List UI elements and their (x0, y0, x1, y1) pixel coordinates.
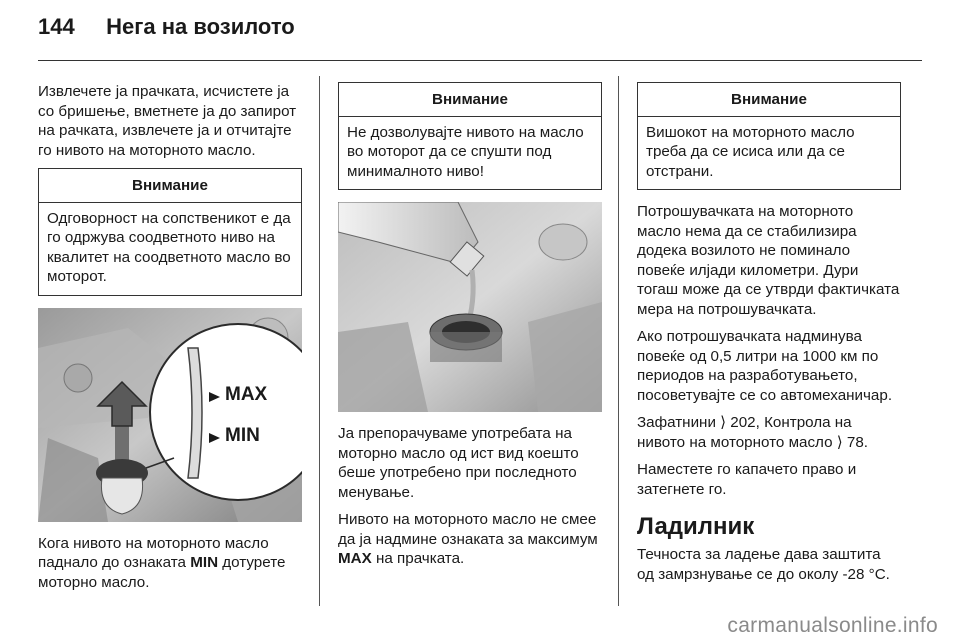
min-mark: MIN (190, 554, 219, 571)
watermark: carmanualsonline.info (727, 614, 938, 637)
page-number: 144 (38, 14, 75, 39)
paragraph: Течноста за ладење дава заштита од замрзнување се до околу -28 °C. (637, 546, 890, 583)
column-divider-1 (319, 76, 320, 606)
page-title: Нега на возилото (106, 14, 295, 39)
max-mark: MAX (338, 550, 372, 567)
column-3 (637, 82, 901, 592)
oil-filling-illustration (338, 202, 602, 412)
max-label: MAX (225, 383, 268, 405)
header-rule (38, 60, 922, 61)
page-header (38, 14, 295, 40)
notice-title: Внимание (339, 83, 601, 117)
min-label: MIN (225, 424, 260, 446)
notice-box (637, 82, 901, 190)
notice-title: Внимание (638, 83, 900, 117)
notice-box (38, 168, 302, 296)
paragraph: Извлечете ја прачката, исчистете ја со бришење, вметнете ја до запирот на рачката, извлечете ја и отчитајте го нивото на моторното масло. (38, 83, 297, 159)
column-2 (338, 82, 602, 577)
notice-body: Одговорност на сопственикот е да го одржува соодветното ниво на квалитет на соодветното масло во моторот. (47, 209, 291, 285)
paragraph: Наместете го капачето право и затегнете го. (637, 461, 857, 498)
notice-title: Внимание (39, 169, 301, 203)
paragraph: Ако потрошувачката надминува повеќе од 0,5 литри на 1000 км по периодов на разработувањето, посоветувајте се со автомеханичар. (637, 328, 893, 404)
paragraph: Потрошувачката на моторното масло нема да се стабилизира додека возилото не поминало повеќе илјади километри. Дури тогаш може да се утврди фактичката мера на потрошувачката. (637, 203, 900, 318)
oil-filling-figure (338, 202, 602, 412)
column-1 (38, 82, 302, 600)
dipstick-figure (38, 308, 302, 522)
paragraph: Нивото на моторното масло не смее да ја надмине ознаката за максимум MAX на прачката. (338, 511, 598, 567)
cross-reference[interactable]: Зафатнини ⟩ 202, Контрола на нивото на моторното масло ⟩ 78. (637, 414, 869, 451)
dipstick-illustration (38, 308, 302, 522)
notice-body: Не дозволувајте нивото на масло во моторот да се спушти под минималното ниво! (347, 123, 584, 180)
paragraph: Кога нивото на моторното масло паднало до ознаката MIN дотурете моторно масло. (38, 534, 286, 591)
notice-box (338, 82, 602, 190)
paragraph: Ја препорачуваме употребата на моторно масло од ист вид коешто беше употребено при последното менување. (338, 425, 579, 501)
notice-body: Вишокот на моторното масло треба да се исиса или да се отстрани. (646, 123, 855, 180)
column-divider-2 (618, 76, 619, 606)
section-title: Ладилник (637, 513, 755, 540)
